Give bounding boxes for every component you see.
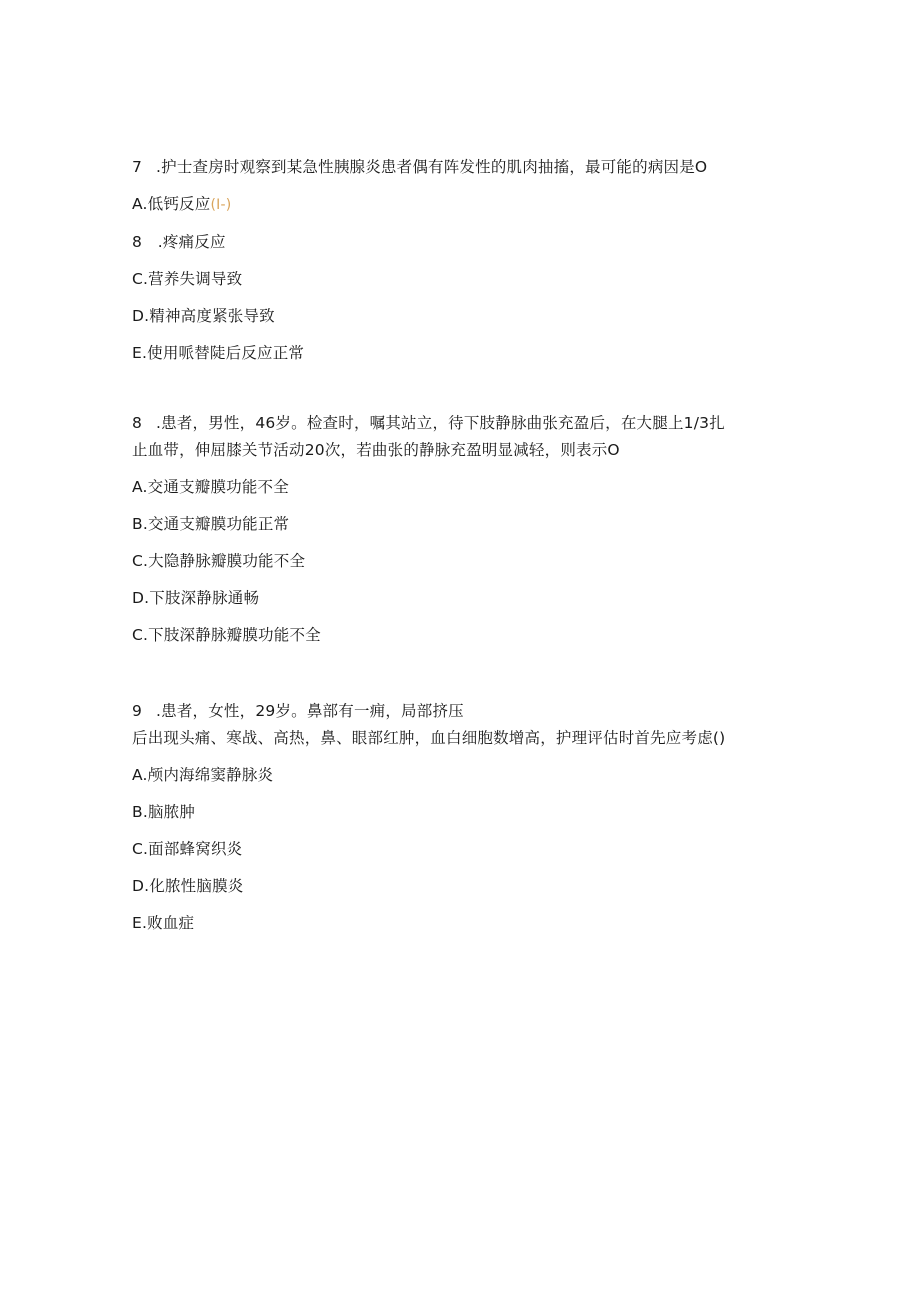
option-e [132,624,792,646]
option-b [132,231,792,253]
option-text: D.化脓性脑膜炎 [132,877,244,895]
stem-line [132,727,792,749]
option-text: A.低钙反应 [132,195,211,213]
option-c [132,838,792,860]
stem-text: 止血带，伸屈膝关节活动20次，若曲张的静脉充盈明显减轻，则表示O [132,441,620,459]
stem-text: 后出现头痛、寒战、高热，鼻、眼部红肿，血白细胞数增高，护理评估时首先应考虑() [132,729,726,747]
option-e [132,342,792,364]
option-a [132,193,792,216]
option-b [132,801,792,823]
option-text: D.下肢深静脉通畅 [132,589,260,607]
option-text: C.面部蜂窝织炎 [132,840,243,858]
question-8 [132,412,792,646]
option-d [132,305,792,327]
question-stem [132,156,792,178]
option-text: A.交通支瓣膜功能不全 [132,478,289,496]
option-text: E.败血症 [132,914,195,932]
question-stem [132,700,792,749]
question-stem [132,412,792,461]
stem-line [132,156,792,178]
option-text: C.大隐静脉瓣膜功能不全 [132,552,306,570]
stem-line [132,700,792,722]
stem-line [132,439,792,461]
option-text: D.精神高度紧张导致 [132,307,275,325]
option-a [132,764,792,786]
question-9 [132,700,792,934]
stem-line [132,412,792,434]
option-e [132,912,792,934]
option-a [132,476,792,498]
option-b [132,513,792,535]
option-text: A.颅内海绵窦静脉炎 [132,766,274,784]
question-number: 7 [132,158,143,176]
option-text: C.下肢深静脉瓣膜功能不全 [132,626,321,644]
option-text: B.交通支瓣膜功能正常 [132,515,290,533]
option-d [132,587,792,609]
option-d [132,875,792,897]
option-text: B.脑脓肿 [132,803,196,821]
stem-text: .患者，女性，29岁。鼻部有一痈，局部挤压 [156,702,464,720]
option-c [132,550,792,572]
option-text: C.营养失调导致 [132,270,243,288]
question-7 [132,156,792,364]
question-number: 8 [132,414,143,432]
stem-text: .护士查房时观察到某急性胰腺炎患者偶有阵发性的肌肉抽搐，最可能的病因是O [156,158,708,176]
option-c [132,268,792,290]
answer-mark: (I-) [210,197,232,213]
option-text: 8 .疼痛反应 [132,233,226,251]
option-text: E.使用哌替陡后反应正常 [132,344,305,362]
stem-text: .患者，男性，46岁。检查时，嘱其站立，待下肢静脉曲张充盈后，在大腿上1/3扎 [156,414,725,432]
question-number: 9 [132,702,143,720]
